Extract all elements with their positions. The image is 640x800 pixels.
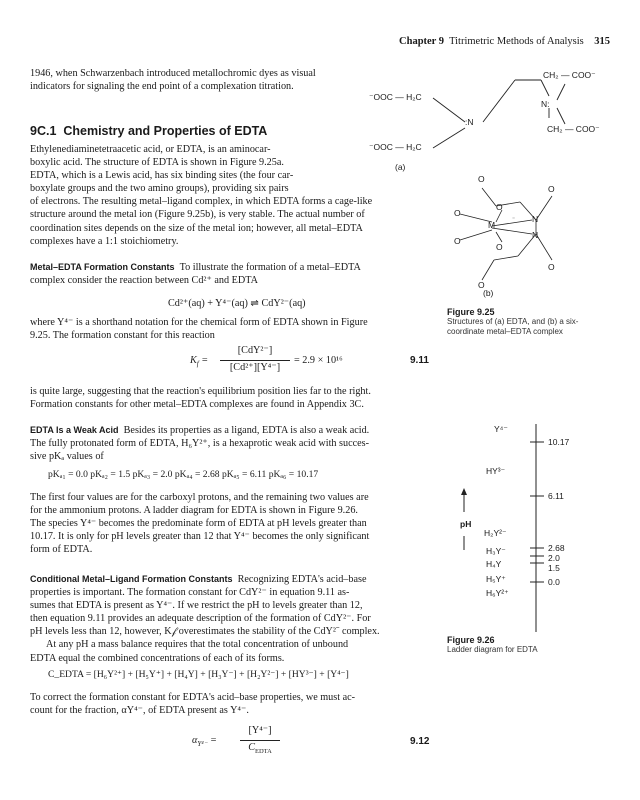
kf-label: K	[190, 355, 197, 366]
atom-o: O	[478, 280, 485, 290]
bond	[496, 232, 502, 242]
kf-numerator: [CdY²⁻]	[237, 345, 273, 356]
text-span: Besides its properties as a ligand, EDTA is also a weak acid.	[123, 425, 370, 436]
text-line: then equation 9.11 provides an adequate description of the formation of CdY²⁻. For	[30, 613, 371, 625]
text-line: is quite large, suggesting that the reaction's equilibrium position lies far to the right.	[30, 386, 371, 397]
text-line: To correct the formation constant for EDTA's acid–base properties, we must ac-	[30, 692, 356, 703]
charge-minus: ⁻	[512, 217, 516, 223]
figure-edta-structure-b	[440, 170, 580, 300]
bond	[557, 84, 565, 100]
ph-axis-label: pH	[460, 519, 472, 529]
para-conditional-after	[30, 691, 355, 717]
part-b-label: (b)	[483, 288, 494, 298]
fraction-bar	[240, 740, 280, 741]
mass-balance-equation: C_EDTA = [H₆Y²⁺] + [H₅Y⁺] + [H₄Y] + [H₃Y⁻] + [H₂Y²⁻] + [HY³⁻] + [Y⁴⁻]	[48, 669, 349, 680]
text-line: The fully protonated form of EDTA, H₆Y²⁺, is a hexaprotic weak acid with succes-	[30, 438, 370, 450]
section-number: 9C.1	[30, 124, 57, 138]
chem-label-coo4: ⁻OOC — H₂C	[369, 142, 422, 152]
equation-number: 9.11	[410, 355, 429, 366]
chapter-title: Titrimetric Methods of Analysis	[449, 36, 584, 47]
equation-number: 9.12	[410, 736, 430, 747]
text-line: where Y⁴⁻ is a shorthand notation for the chemical form of EDTA shown in Figure	[30, 317, 368, 328]
text-line: At any pH a mass balance requires that the total concentration of unbound	[46, 639, 349, 651]
figure-25-caption	[447, 307, 617, 337]
bond	[541, 78, 555, 100]
text-line: count for the fraction, αY⁴⁻, of EDTA present as Y⁴⁻.	[30, 705, 249, 717]
alpha-label: α	[192, 735, 198, 746]
kf-value: = 2.9 × 10¹⁶	[294, 355, 343, 366]
text-line: EDTA equal the combined concentrations of each of its forms.	[30, 652, 285, 664]
atom-o: O	[454, 236, 461, 246]
kf-denominator: [Cd²⁺][Y⁴⁻]	[229, 362, 281, 373]
intro-paragraph: 1946, when Schwarzenbach introduced metallochromic dyes as visual indicators for signaling the end point of a complexation titration.	[30, 68, 316, 93]
text-span: Recognizing EDTA's acid–base	[237, 574, 367, 585]
text-line: form of EDTA.	[30, 544, 93, 556]
bond	[483, 80, 515, 122]
pka-label: 1.5	[548, 563, 560, 573]
atom-metal: M	[488, 220, 496, 230]
text-line: complexes have a 1:1 stoichiometry.	[30, 235, 179, 247]
ladder-diagram	[460, 420, 630, 635]
kf-symbol: $K_f$ =	[190, 355, 209, 369]
species-h4y: H₄Y	[486, 559, 502, 569]
atom-o: O	[454, 208, 461, 218]
section-heading	[30, 124, 267, 138]
para-formation-tail	[30, 385, 371, 411]
figure-26-caption	[447, 635, 617, 655]
text-line: Ethylenediaminetetraacetic acid, or EDTA, is an aminocar-	[30, 144, 271, 155]
bond	[536, 196, 552, 220]
text-line: structure around the metal ion (Figure 9.25b), is very stable. The actual number of	[30, 209, 365, 221]
pka-label: 0.0	[548, 577, 560, 587]
alpha-equation	[192, 725, 342, 761]
para-formation-constants	[30, 261, 361, 287]
text-line: for the ammonium protons. A ladder diagram for EDTA is shown in Figure 9.26.	[30, 505, 358, 517]
atom-o: O	[478, 174, 485, 184]
species-h2y2: H₂Y²⁻	[484, 528, 507, 538]
para-weak-acid	[30, 424, 369, 463]
caption-line: coordinate metal–EDTA complex	[447, 327, 563, 336]
running-header	[399, 36, 610, 47]
species-h3y: H₃Y⁻	[486, 546, 506, 556]
text-line: sumes that EDTA is present as Y⁴⁻. If we restrict the pH to levels greater than 12,	[30, 600, 363, 612]
text-line: of electrons. The resulting metal–ligand complex, in which EDTA forms a cage-like	[30, 196, 373, 208]
text-line	[30, 424, 369, 437]
chem-label-coo2: ⁻OOC — H₂C	[369, 92, 422, 102]
para-conditional	[30, 573, 380, 665]
subsection-heading: Metal–EDTA Formation Constants	[30, 262, 175, 272]
text-line: EDTA, which is a Lewis acid, has six binding sites (the four car-	[30, 170, 294, 182]
text-line: The species Y⁴⁻ becomes the predominate form of EDTA at pH levels greater than	[30, 518, 367, 530]
caption-line: Ladder diagram for EDTA	[447, 645, 538, 654]
alpha-symbol: $\alpha_{Y^{4-}}$ =	[192, 735, 217, 749]
figure-title: Figure 9.25	[447, 307, 495, 317]
subsection-heading: Conditional Metal–Ligand Formation Constants	[30, 574, 233, 584]
bond	[541, 80, 549, 96]
chem-label-coo3: CH₂ — COO⁻	[547, 124, 600, 134]
pka-label: 2.68	[548, 543, 565, 553]
bond	[482, 188, 496, 206]
para-weak-acid-after	[30, 491, 369, 556]
text-line: boxylic acid. The structure of EDTA is shown in Figure 9.25a.	[30, 157, 284, 169]
text-line: pH levels less than 12, however, K𝒻 overestimates the stability of the CdY²⁻ complex.	[30, 626, 380, 638]
subsection-heading: EDTA Is a Weak Acid	[30, 425, 119, 435]
text-line	[30, 261, 361, 274]
pka-label: 2.0	[548, 553, 560, 563]
text-line: complex consider the reaction between Cd²⁺ and EDTA	[30, 275, 258, 287]
bond	[492, 228, 532, 234]
page-number: 315	[594, 36, 610, 47]
pka-label: 10.17	[548, 437, 570, 447]
bond	[536, 234, 552, 260]
reaction-equation: Cd²⁺(aq) + Y⁴⁻(aq) ⇌ CdY²⁻(aq)	[168, 298, 306, 309]
atom-n: N	[532, 230, 539, 240]
text-line: properties is important. The formation constant for CdY²⁻ in equation 9.11 as-	[30, 587, 350, 599]
text-line: sive pKₐ values of	[30, 451, 104, 463]
chem-label-coo1: CH₂ — COO⁻	[543, 70, 596, 80]
figure-title: Figure 9.26	[447, 635, 495, 645]
bond	[494, 256, 518, 260]
atom-o: O	[496, 202, 503, 212]
text-line	[30, 573, 380, 586]
text-line: Formation constants for other metal–EDTA complexes are found in Appendix 3C.	[30, 399, 364, 411]
species-hy3: HY³⁻	[486, 466, 506, 476]
species-h6y: H₆Y²⁺	[486, 588, 509, 598]
text-line: The first four values are for the carboxyl protons, and the remaining two values are	[30, 492, 369, 503]
bond	[460, 230, 492, 240]
chem-label-n2: N:	[541, 99, 550, 109]
pka-values: pKₐ₁ = 0.0 pKₐ₂ = 1.5 pKₐ₃ = 2.0 pKₐ₄ = 2.68 pKₐ₅ = 6.11 pKₐ₆ = 10.17	[48, 469, 319, 480]
atom-n: N	[532, 214, 539, 224]
alpha-den-subscript: EDTA	[254, 748, 272, 756]
alpha-numerator: [Y⁴⁻]	[248, 725, 272, 736]
part-a-label: (a)	[395, 162, 406, 172]
species-y4: Y⁴⁻	[494, 424, 508, 434]
para-formation-after	[30, 316, 368, 342]
atom-o: O	[496, 242, 503, 252]
ph-arrow-head	[461, 488, 467, 495]
alpha-denominator	[240, 742, 280, 755]
atom-o: O	[548, 184, 555, 194]
chapter-label: Chapter 9	[399, 36, 445, 47]
metal-complex-lines	[440, 170, 580, 300]
text-line: 10.17. It is only for pH levels greater than 12 that Y⁴⁻ becomes the only significant	[30, 531, 370, 543]
text-line: boxylate groups and the two amino groups), providing six pairs	[30, 183, 289, 195]
para-edta-structure	[30, 143, 372, 248]
caption-line: Structures of (a) EDTA, and (b) a six-	[447, 317, 579, 326]
kf-subscript: f	[196, 360, 199, 369]
bond	[433, 98, 465, 122]
chem-label-n1: :N	[465, 117, 474, 127]
section-title: Chemistry and Properties of EDTA	[63, 124, 268, 138]
bond	[433, 128, 465, 148]
alpha-den-label: C	[248, 742, 255, 753]
bond	[482, 260, 494, 280]
atom-o: O	[548, 262, 555, 272]
kf-equation	[190, 345, 430, 379]
text-span: To illustrate the formation of a metal–EDTA	[179, 262, 361, 273]
text-line: coordination sites depends on the size of the metal ion; however, all metal–EDTA	[30, 222, 363, 234]
pka-label: 6.11	[548, 491, 564, 501]
fraction-bar	[220, 360, 290, 361]
bond	[557, 108, 565, 124]
text-line: 9.25. The formation constant for this reaction	[30, 330, 215, 342]
alpha-subscript: Y⁴⁻	[197, 740, 208, 749]
figure-edta-structure-a	[365, 62, 625, 182]
species-h5y: H₅Y⁺	[486, 574, 506, 584]
